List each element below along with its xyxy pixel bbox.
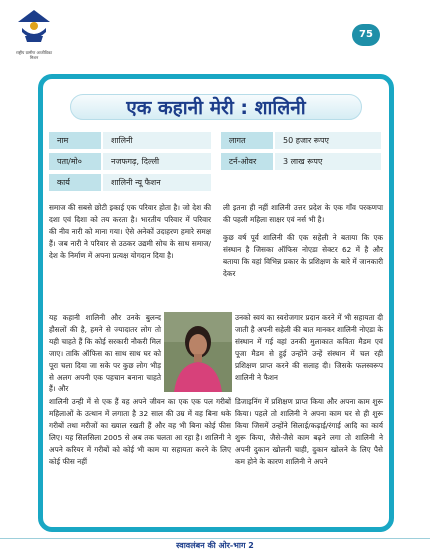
mission-logo xyxy=(12,6,56,64)
info-table xyxy=(49,132,381,194)
footer-divider xyxy=(0,538,430,539)
info-row-work xyxy=(49,174,381,191)
address-value: नजफगढ़, दिल्ली xyxy=(103,153,211,170)
paragraph: समाज की सबसे छोटी इकाई एक परिवार होता है। जो देश की दशा एवं दिशा को तय करता है। भारतीय परिवार में परिवार की नीव नारी को माना गया। ऐसे अनेकों उदाहरण हमारे समक्ष हैं। जब नारी ने परिवार से उठकर उद्यमी सोच के साथ समाज/देश के निर्माण में अपना प्रत्यक्ष योगदान दिया है। xyxy=(49,203,211,260)
turnover-label: टर्न-ओवर xyxy=(221,153,273,170)
paragraph: कुछ वर्ष पूर्व शालिनी की एक सहेली ने बताया कि एक संस्थान है जिसका ऑफिस नोएडा सेक्टर 62 में है और बताया कि वहां विभिन्न प्रकार के प्रशिक्षण के बारे में जानकारी देकर xyxy=(223,232,383,278)
paragraph: ली इतना ही नहीं शालिनी उत्तर प्रदेश के एक गाँव परकणपा की पहली महिला साक्षर एवं नर्स भी है। xyxy=(223,203,383,224)
info-row-name xyxy=(49,132,381,149)
name-label: नाम xyxy=(49,132,101,149)
work-value: शालिनी न्यू फैशन xyxy=(103,174,211,191)
work-label: कार्य xyxy=(49,174,101,191)
title-banner xyxy=(70,94,362,120)
right-continued-text: डिजाइनिंग में प्रशिक्षण प्राप्त किया और अपना काम शुरू किया। पहले तो शालिनी ने अपना काम घर से ही शुरू किया जिसमें उन्होंने सिलाई/कढ़ाई/रंगाई आदि का कार्य शुरू किया, जैसे-जैसे काम बढ़ने लगा तो शालिनी ने अपनी दुकान खोलनी चाही, दुकान खोलने के लिए पैसे कम होने के कारण शालिनी ने अपने xyxy=(235,397,383,466)
footer-title: स्वावलंबन की ओर-भाग 2 xyxy=(176,541,254,550)
logo-caption: राष्ट्रीय ग्रामीण आजीविका मिशन xyxy=(16,50,52,60)
left-column-intro xyxy=(49,202,211,268)
address-label: पता/मो० xyxy=(49,153,101,170)
turnover-value: 3 लाख रूपए xyxy=(275,153,381,170)
left-wrap-text: यह कहानी शालिनी और उनके बुलन्द हौसलों की है, हमने से ज्यादातर लोग तो यही चाहते हैं कि कोई सरकारी नौकरी मिल जाए। ताकि ऑफिस का साथ साथ घर को पूरा चला दिया जा सके पर कुछ लोग भीड़ से अलग अपनी एक पहचान बनाना चाहते हैं। और xyxy=(49,313,161,394)
cost-label: लागत xyxy=(221,132,273,149)
cost-value: 50 हजार रूपए xyxy=(275,132,381,149)
left-continued-text: शालिनी उन्ही में से एक हैं वह अपने जीवन का एक एक पल गरीबों महिलाओं के उत्थान में लगाता है 32 साल की उम्र में वह बिना थके गरीबों तथा मरीजों का ख्याल रखती हैं और वह भी बिना कोई फीस लिए। यह सिलसिला 2005 से अब तक चलता आ रहा है। शालिनी ने अपने करियर में गरीबों को कोई भी काम या सहायता करने के लिए कोई फीस नहीं xyxy=(49,397,231,466)
story-title: एक कहानी मेरी : शालिनी xyxy=(126,97,306,119)
name-value: शालिनी xyxy=(103,132,211,149)
portrait-photo xyxy=(164,312,232,392)
right-wrap-text: उनको स्वयं का स्वरोजगार प्रदान करने में भी सहायता दी जाती है अपनी सहेली की बात मानकर शालिनी नोएडा के संस्थान में गई वहां उनकी मुलाकात कविता मैडम एवं पूजा मैडम से हुई उन्होंने उन्हें संस्थान में चल रही प्रशिक्षण प्राप्त करने की सलाह दी। जिसके फलस्वरूप शालिनी ने फैशन xyxy=(235,313,383,382)
right-column-intro xyxy=(223,202,383,285)
info-row-address xyxy=(49,153,381,170)
page-number-badge: 75 xyxy=(352,24,380,46)
